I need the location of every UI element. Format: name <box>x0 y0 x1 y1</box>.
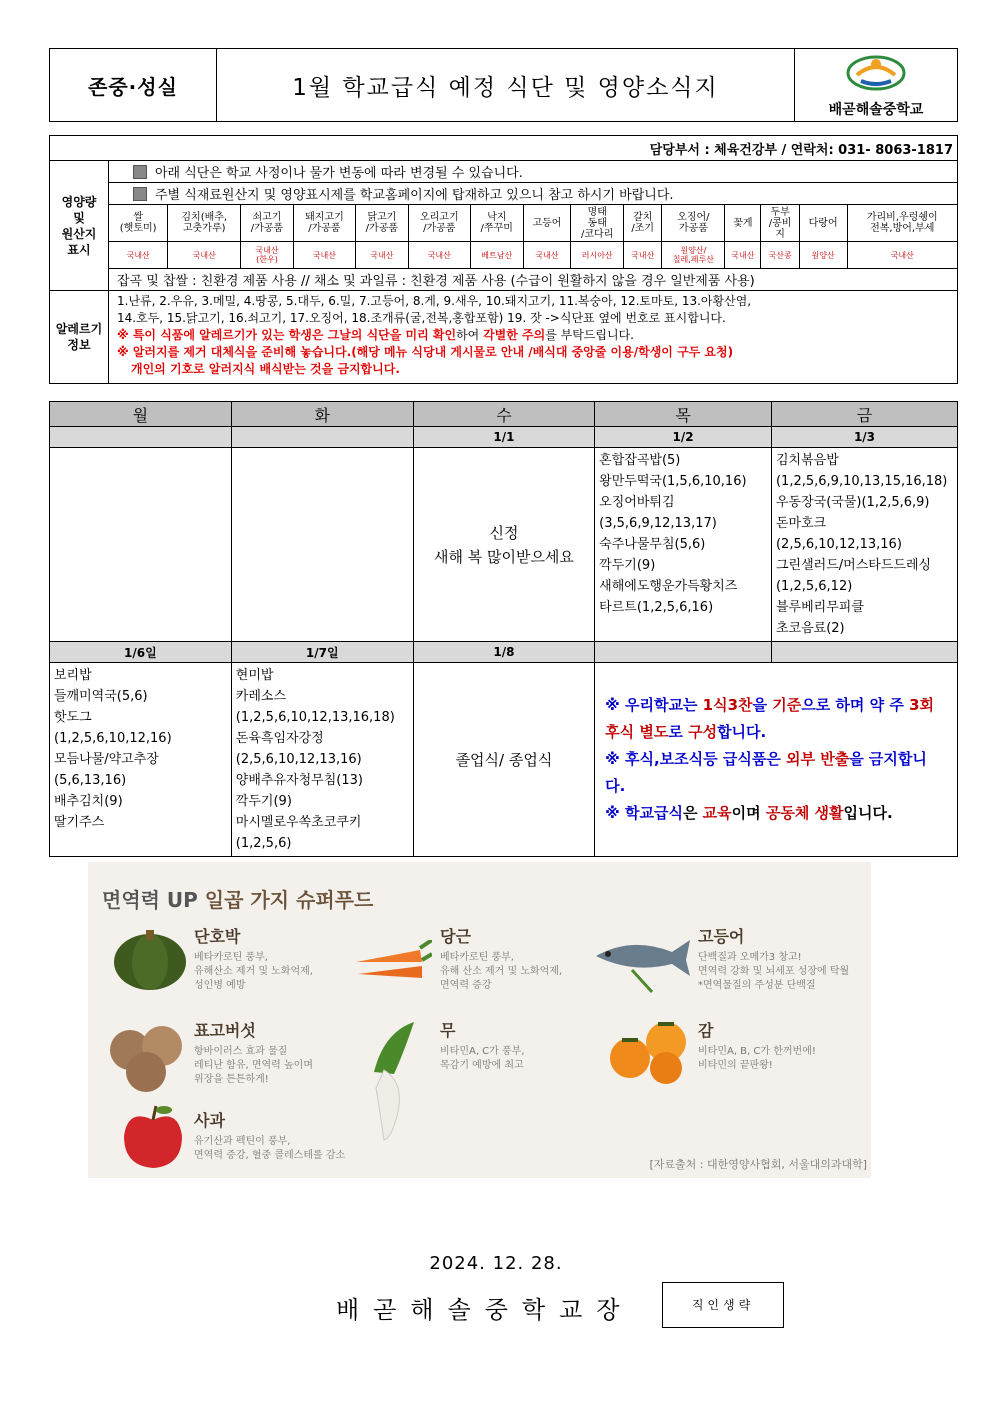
menu-w1-wed <box>413 448 594 642</box>
carrot-icon <box>350 940 432 990</box>
n1d: 기준 <box>772 696 802 714</box>
origin-values-row <box>50 242 958 269</box>
issue-date: 2024. 12. 28. <box>429 1253 563 1274</box>
page-title: 1월 학교급식 예정 식단 및 영양소식지 <box>217 49 795 122</box>
menu-item: (1,2,5,6,9,10,13,15,16,18) <box>775 474 948 489</box>
n1h: 구성 <box>688 723 718 741</box>
menu-table <box>49 401 958 857</box>
origin-item-name: 돼지고기 /가공품 <box>293 205 355 242</box>
origin-item-name: 갈치 /조기 <box>624 205 662 242</box>
radish-icon <box>354 1012 434 1142</box>
note-2 <box>605 746 947 800</box>
food-name: 감 <box>698 1021 714 1040</box>
menu-w1-mon <box>50 448 232 642</box>
shiitake-icon <box>106 1022 190 1092</box>
food-desc: 유기산과 펙틴이 풍부, 면역력 증강, 혈중 콜레스테롤 감소 <box>194 1136 346 1161</box>
food-shiitake <box>194 1018 313 1087</box>
persimmon-icon <box>608 1018 692 1084</box>
warn1-d: 를 부탁드립니다. <box>545 328 634 342</box>
notice-2-text: 주별 식재료원산지 및 영양표시제를 학교홈페이지에 탑재하고 있으니 참고 하시기 바랍니다. <box>155 188 674 203</box>
menu-item: (1,2,5,6) <box>235 836 292 851</box>
day-mon: 월 <box>50 402 232 427</box>
allergy-warning-2 <box>117 344 949 361</box>
menu-item: (2,5,6,10,12,13,16) <box>235 752 362 767</box>
menu-item: 돈마호크 <box>775 516 827 531</box>
food-desc: 항바이러스 효과 물질 레티난 함유, 면역력 높이며 위장을 튼튼하게! <box>194 1046 313 1085</box>
menu-item: 김치볶음밥 <box>775 453 839 468</box>
food-name: 고등어 <box>698 927 745 946</box>
notice-1 <box>109 161 958 183</box>
n3f: 입니다. <box>843 804 893 822</box>
n3c: 교육 <box>702 804 732 822</box>
menu-item: 마시멜로우쏙초코쿠키 <box>235 815 362 830</box>
n2c: 을 금지합니다. <box>605 750 927 795</box>
origin-item-name: 꽃게 <box>725 205 761 242</box>
menu-item: 깍두기(9) <box>235 794 292 809</box>
apple-icon <box>118 1104 188 1170</box>
day-tue: 화 <box>231 402 413 427</box>
day-thu: 목 <box>595 402 772 427</box>
origin-side-label: 영양량 및 원산지 표시 <box>50 161 109 291</box>
menu-w2-tue <box>231 663 413 857</box>
menu-item: 카레소스 <box>235 689 287 704</box>
menu-item: 새해에도행운가득황치즈 <box>599 579 738 594</box>
warn1-b: 하여 <box>456 328 484 342</box>
notice-2 <box>109 183 958 205</box>
menu-item: 배추김치(9) <box>54 794 123 809</box>
menu-item: 초코음료(2) <box>775 621 845 636</box>
menu-w1-thu <box>595 448 772 642</box>
date-w2-mon: 1/6일 <box>50 642 232 663</box>
seal-omitted: 직인생략 <box>662 1282 784 1328</box>
cube-icon <box>133 165 147 179</box>
allergy-list-1: 1.난류, 2.우유, 3.메밀, 4.땅콩, 5.대두, 6.밀, 7.고등어, 8.게, 9.새우, 10.돼지고기, 11.복숭아, 12.토마토, 13.아황산염, <box>117 294 752 308</box>
food-name: 사과 <box>194 1111 225 1130</box>
origin-item-name: 닭고기 /가공품 <box>355 205 408 242</box>
origin-item-country: 원양산 <box>799 242 847 269</box>
food-desc: 비타민A, C가 풍부, 목감기 예방에 최고 <box>440 1046 525 1071</box>
origin-item-name: 낙지 /쭈꾸미 <box>470 205 523 242</box>
school-meal-notes <box>595 663 958 857</box>
food-desc: 비타민A, B, C가 한꺼번에! 비타민의 끝판왕! <box>698 1046 816 1071</box>
warn1-a: ※ 특이 식품에 알레르기가 있는 학생은 그날의 식단을 미리 확인 <box>117 328 457 342</box>
mackerel-icon <box>592 926 692 996</box>
menu-item: 딸기주스 <box>54 815 105 830</box>
menu-w1-fri <box>771 448 957 642</box>
menu-item: 왕만두떡국(1,5,6,10,16) <box>599 474 747 489</box>
origin-item-country: 원양산/ 칠레,페루산 <box>662 242 725 269</box>
date-w2-fri <box>771 642 957 663</box>
school-name: 배곧해솔중학교 <box>828 102 924 118</box>
origin-names-row <box>50 205 958 242</box>
origin-item-country: 국내산 <box>725 242 761 269</box>
origin-item-country: 베트남산 <box>470 242 523 269</box>
origin-item-country: 국내산 <box>355 242 408 269</box>
n1e: 으로 하며 약 주 <box>801 696 910 714</box>
menu-item: 핫도그 <box>54 710 92 725</box>
n1a: ※ 우리학교는 <box>605 696 703 714</box>
date-w2-tue: 1/7일 <box>231 642 413 663</box>
allergy-info <box>109 291 958 384</box>
origin-item-name: 오리고기 /가공품 <box>408 205 470 242</box>
menu-item: 그린샐러드/머스타드드레싱 <box>775 558 932 573</box>
n1f: 3회 후식 별도 <box>605 696 934 741</box>
warn2-b: (해당 메뉴 식당내 게시물로 안내 /배식대 중앙줄 이용/학생이 구두 요청) <box>351 345 734 359</box>
origin-item-name: 김치(배추, 고춧가루) <box>168 205 241 242</box>
notice-1-text: 아래 식단은 학교 사정이나 물가 변동에 따라 변경될 수 있습니다. <box>155 166 523 181</box>
n2a: ※ 후식,보조식등 급식품은 <box>605 750 787 768</box>
date-w1-thu: 1/2 <box>595 427 772 448</box>
food-desc: 베타카로틴 풍부, 유해산소 제거 및 노화억제, 성인병 예방 <box>194 952 313 991</box>
menu-item: 현미밥 <box>235 668 274 683</box>
header-table <box>49 48 958 122</box>
food-name: 당근 <box>440 927 471 946</box>
n1b: 1식3찬 <box>702 696 753 714</box>
menu-item: 숙주나물무침(5,6) <box>599 537 706 552</box>
origin-item-country: 국내산 (한우) <box>241 242 294 269</box>
menu-item: 블루베리무피클 <box>775 600 864 615</box>
allergy-side-label: 알레르기 정보 <box>50 291 109 384</box>
menu-item: 보리밥 <box>54 668 92 683</box>
menu-w1-tue <box>231 448 413 642</box>
menu-item: (1,2,5,6,10,12,13,16,18) <box>235 710 395 725</box>
origin-item-country: 국내산 <box>523 242 571 269</box>
date-w2-wed: 1/8 <box>413 642 594 663</box>
n1c: 을 <box>752 696 773 714</box>
origin-item-country: 러시아산 <box>571 242 624 269</box>
menu-item: (3,5,6,9,12,13,17) <box>599 516 717 531</box>
note-1 <box>605 692 947 746</box>
n3d: 이며 <box>731 804 766 822</box>
school-motto: 존중·성실 <box>50 49 217 122</box>
food-name: 단호박 <box>194 927 241 946</box>
superfood-infographic <box>88 862 871 1178</box>
origin-item-country: 국내산 <box>109 242 168 269</box>
superfood-source: [자료출처 : 대한영양사협회, 서울대의과대학] <box>649 1158 867 1171</box>
day-fri: 금 <box>771 402 957 427</box>
food-radish <box>440 1018 525 1073</box>
allergy-warning-3: 개인의 기호로 알러지식 배식받는 것을 금지합니다. <box>131 362 400 376</box>
origin-item-name: 쇠고기 /가공품 <box>241 205 294 242</box>
menu-item: 양배추유자청무침(13) <box>235 773 363 788</box>
origin-item-name: 두부 /콩비 지 <box>761 205 799 242</box>
food-name: 표고버섯 <box>194 1021 256 1040</box>
origin-item-name: 가리비,우렁쉥이 전복,방어,부세 <box>847 205 958 242</box>
allergy-warning-1 <box>117 327 949 344</box>
info-table <box>49 135 958 384</box>
origin-item-name: 고등어 <box>523 205 571 242</box>
origin-item-country: 국내산 <box>293 242 355 269</box>
department-contact: 담당부서 : 체육건강부 / 연락처: 031- 8063-1817 <box>50 136 958 161</box>
origin-item-name: 오징어/ 가공품 <box>662 205 725 242</box>
n1g: 로 <box>668 723 689 741</box>
date-w1-wed: 1/1 <box>413 427 594 448</box>
menu-w2-wed: 졸업식/ 종업식 <box>413 663 594 857</box>
principal-title: 배곧해솔중학교장 <box>336 1296 634 1324</box>
origin-item-country: 국내산 <box>847 242 958 269</box>
date-w2-thu <box>595 642 772 663</box>
origin-item-country: 국내산 <box>408 242 470 269</box>
grain-note: 잡곡 및 찹쌀 : 친환경 제품 사용 // 채소 및 과일류 : 친환경 제품 사용 (수급이 원활하지 않을 경우 일반제품 사용) <box>109 269 958 291</box>
menu-item: 모듬나물/약고추장 <box>54 752 159 767</box>
holiday-name: 신정 <box>489 523 519 542</box>
origin-item-name: 쌀 (햇토미) <box>109 205 168 242</box>
menu-item: 돈육흑임자강정 <box>235 731 324 746</box>
menu-item: (2,5,6,10,12,13,16) <box>775 537 902 552</box>
n1i: 합니다. <box>717 723 767 741</box>
origin-item-country: 국산콩 <box>761 242 799 269</box>
n2b: 외부 반출 <box>786 750 850 768</box>
date-w1-tue <box>231 427 413 448</box>
school-logo <box>795 49 958 122</box>
date-w1-mon <box>50 427 232 448</box>
food-desc: 베타카로틴 풍부, 유해 산소 제거 및 노화억제, 면역력 증강 <box>440 952 563 991</box>
food-mackerel <box>698 924 849 993</box>
food-desc: 단백질과 오메가3 창고! 면역력 강화 및 뇌세포 성장에 탁월 *면역물질의 주성분 단백질 <box>698 952 850 991</box>
n3b: 은 <box>682 804 703 822</box>
food-pumpkin <box>194 924 313 993</box>
menu-item: 깍두기(9) <box>599 558 656 573</box>
sf-title-b: 일곱 가지 슈퍼푸드 <box>204 888 374 912</box>
food-carrot <box>440 924 562 993</box>
menu-item: (1,2,5,6,10,12,16) <box>54 731 172 746</box>
warn2-a: ※ 알러지를 제거 대체식을 준비해 놓습니다. <box>117 345 352 359</box>
menu-item: 들깨미역국(5,6) <box>54 689 148 704</box>
menu-item: 혼합잡곡밥(5) <box>599 453 681 468</box>
food-persimmon <box>698 1018 816 1073</box>
school-logo-icon <box>841 51 911 93</box>
warn1-c: 각별한 주의 <box>483 328 546 342</box>
menu-item: 오징어바튀김 <box>599 495 675 510</box>
holiday-greeting: 새해 복 많이받으세요 <box>433 547 574 566</box>
menu-item: (5,6,13,16) <box>54 773 127 788</box>
menu-item: 타르트(1,2,5,6,16) <box>599 600 714 615</box>
note-3 <box>605 800 947 827</box>
food-apple <box>194 1108 345 1163</box>
origin-item-country: 국내산 <box>624 242 662 269</box>
menu-item: (1,2,5,6,12) <box>775 579 853 594</box>
cube-icon <box>133 187 147 201</box>
sf-title-a: 면역력 UP <box>102 888 205 912</box>
n3a: ※ 학교급식 <box>605 804 683 822</box>
origin-item-name: 다랑어 <box>799 205 847 242</box>
origin-item-country: 국내산 <box>168 242 241 269</box>
menu-w2-mon <box>50 663 232 857</box>
superfood-title <box>102 884 373 913</box>
origin-item-name: 명태 동태 /코다리 <box>571 205 624 242</box>
day-wed: 수 <box>413 402 594 427</box>
date-w1-fri: 1/3 <box>771 427 957 448</box>
allergy-list-2: 14.호두, 15.닭고기, 16.쇠고기, 17.오징어, 18.조개류(굴,전복,홍합포함) 19. 잣 ->식단표 옆에 번호로 표시합니다. <box>117 311 726 325</box>
pumpkin-icon <box>110 924 190 994</box>
n3e: 공동체 생활 <box>765 804 844 822</box>
food-name: 무 <box>440 1021 456 1040</box>
menu-item: 우동장국(국물)(1,2,5,6,9) <box>775 495 930 510</box>
